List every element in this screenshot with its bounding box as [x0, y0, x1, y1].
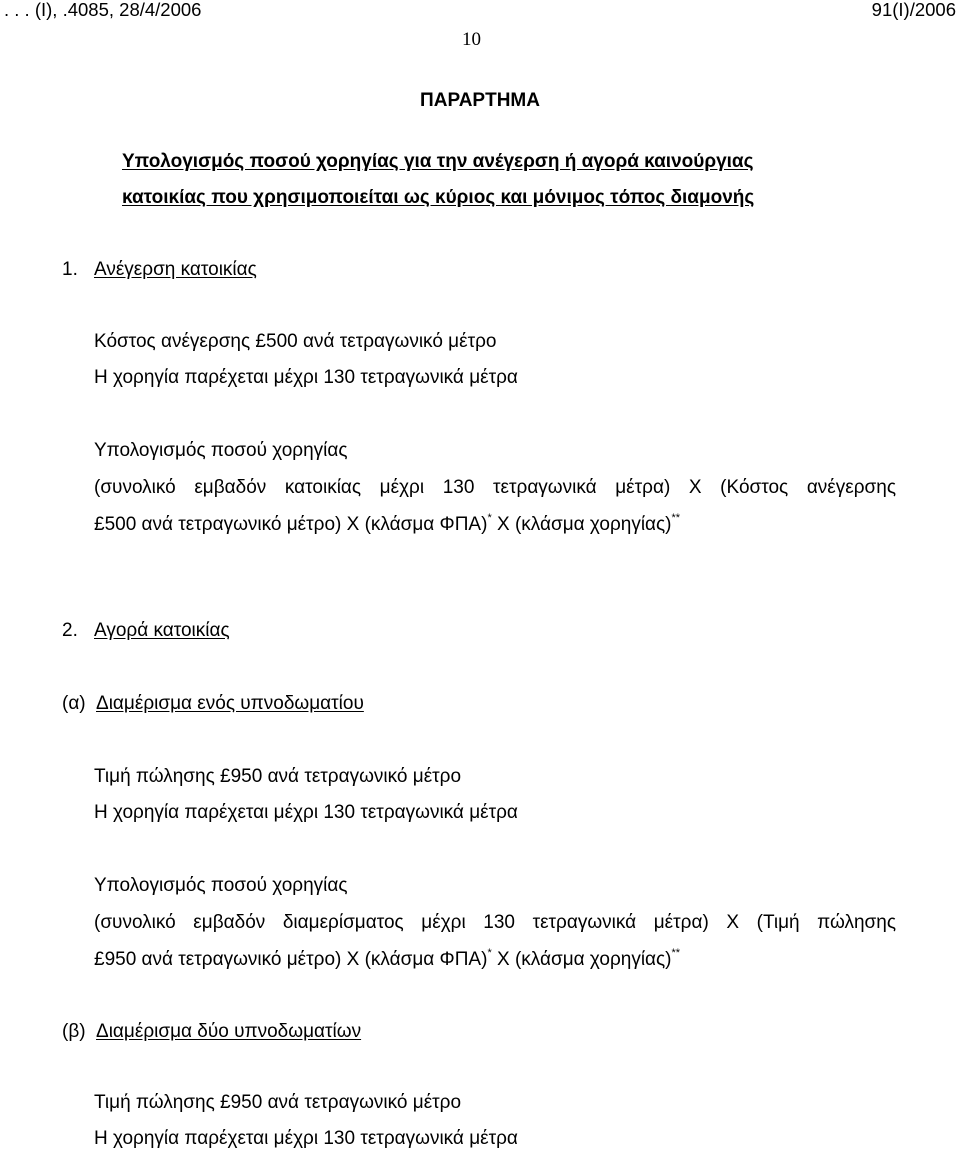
section-1-formula-line-2-text-b: Χ (κλάσμα χορηγίας)	[491, 514, 672, 535]
subsection-a-formula-line-2	[94, 946, 681, 971]
subsection-b-title: Διαμέρισμα δύο υπνοδωματίων	[96, 1021, 362, 1042]
subsection-a-label: (α)	[62, 693, 86, 714]
annex-title: ΠΑΡΑΡΤΗΜΑ	[420, 90, 540, 111]
vat-footnote-marker: *	[487, 511, 492, 524]
subsection-a-calc-title: Υπολογισμός ποσού χορηγίας	[94, 875, 348, 896]
grant-footnote-marker: **	[671, 511, 681, 524]
subsection-a-formula-line-2-text-a: £950 ανά τετραγωνικό μέτρο) Χ (κλάσμα ΦΠΑ)	[94, 949, 488, 970]
subsection-b-price-line: Τιμή πώλησης £950 ανά τετραγωνικό μέτρο	[94, 1092, 462, 1113]
vat-footnote-marker: *	[487, 946, 492, 959]
section-1-formula-line-2	[94, 511, 681, 536]
subsection-b-limit-line: Η χορηγία παρέχεται μέχρι 130 τετραγωνικά μέτρα	[94, 1128, 518, 1149]
section-1-formula-line-2-text-a: £500 ανά τετραγωνικό μέτρο) Χ (κλάσμα ΦΠΑ)	[94, 514, 488, 535]
subsection-b-label: (β)	[62, 1021, 86, 1042]
header-gazette-reference: . . . (Ι), .4085, 28/4/2006	[4, 0, 202, 20]
section-1-limit-line: Η χορηγία παρέχεται μέχρι 130 τετραγωνικά μέτρα	[94, 367, 518, 388]
section-1-formula-line-1: (συνολικό εμβαδόν κατοικίας μέχρι 130 τετραγωνικά μέτρα) Χ (Κόστος ανέγερσης	[94, 477, 896, 498]
grant-footnote-marker: **	[671, 946, 681, 959]
subsection-a-price-line: Τιμή πώλησης £950 ανά τετραγωνικό μέτρο	[94, 766, 462, 787]
section-2-title: Αγορά κατοικίας	[94, 620, 230, 641]
section-1-cost-line: Κόστος ανέγερσης £500 ανά τετραγωνικό μέτρο	[94, 331, 497, 352]
section-1-title: Ανέγερση κατοικίας	[94, 259, 257, 280]
page-number: 10	[462, 29, 481, 50]
subsection-a-formula-line-1: (συνολικό εμβαδόν διαμερίσματος μέχρι 130 τετραγωνικά μέτρα) Χ (Τιμή πώλησης	[94, 912, 896, 933]
header-law-number: 91(Ι)/2006	[871, 0, 956, 20]
annex-subtitle-line-2: κατοικίας που χρησιμοποιείται ως κύριος και μόνιμος τόπος διαμονής	[122, 187, 755, 208]
subsection-a-title: Διαμέρισμα ενός υπνοδωματίου	[96, 693, 364, 714]
subsection-a-limit-line: Η χορηγία παρέχεται μέχρι 130 τετραγωνικά μέτρα	[94, 802, 518, 823]
subsection-a-formula-line-2-text-b: Χ (κλάσμα χορηγίας)	[491, 949, 672, 970]
annex-subtitle-line-1: Υπολογισμός ποσού χορηγίας για την ανέγερση ή αγορά καινούργιας	[122, 151, 754, 172]
section-1-number: 1.	[62, 259, 78, 280]
section-1-calc-title: Υπολογισμός ποσού χορηγίας	[94, 440, 348, 461]
section-2-number: 2.	[62, 620, 78, 641]
